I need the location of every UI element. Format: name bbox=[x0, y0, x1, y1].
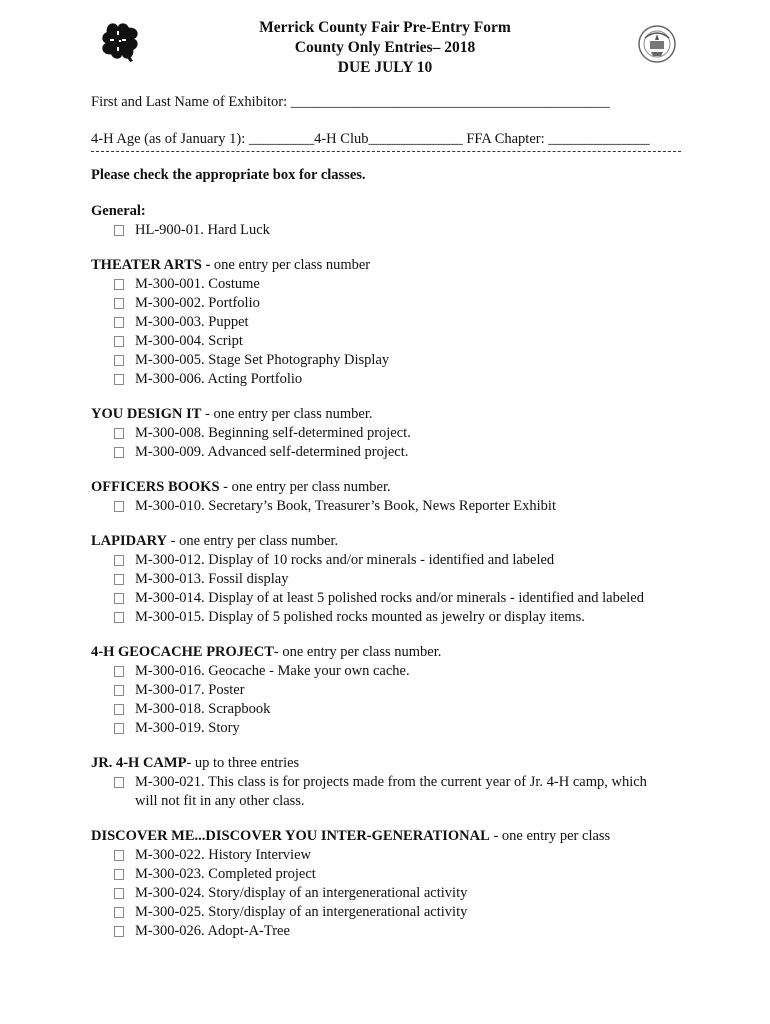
list-item[interactable] bbox=[91, 370, 691, 389]
list-item[interactable] bbox=[91, 846, 691, 865]
item-label: M-300-003. Puppet bbox=[135, 314, 249, 330]
item-label: M-300-006. Acting Portfolio bbox=[135, 371, 303, 387]
section-officers-books bbox=[91, 478, 691, 516]
section-title: OFFICERS BOOKS bbox=[91, 479, 220, 495]
list-item[interactable] bbox=[91, 443, 691, 462]
list-item[interactable] bbox=[91, 608, 691, 627]
checkbox-icon[interactable] bbox=[114, 704, 124, 715]
list-item[interactable] bbox=[91, 570, 691, 589]
section-you-design-it bbox=[91, 405, 691, 462]
list-item[interactable] bbox=[91, 700, 691, 719]
checkbox-icon[interactable] bbox=[114, 869, 124, 880]
item-label: M-300-010. Secretary’s Book, Treasurer’s Book, News Reporter Exhibit bbox=[135, 498, 556, 514]
item-label: M-300-023. Completed project bbox=[135, 866, 316, 882]
list-item[interactable] bbox=[91, 313, 691, 332]
section-title: General: bbox=[91, 203, 146, 219]
list-item[interactable] bbox=[91, 551, 691, 570]
section-title: LAPIDARY bbox=[91, 533, 168, 549]
list-item[interactable] bbox=[91, 865, 691, 884]
item-label: M-300-013. Fossil display bbox=[135, 571, 289, 587]
checkbox-icon[interactable] bbox=[114, 374, 124, 385]
section-note: - one entry per class bbox=[489, 828, 611, 844]
list-item[interactable] bbox=[91, 497, 691, 516]
item-label: M-300-008. Beginning self-determined project. bbox=[135, 425, 411, 441]
list-item[interactable] bbox=[91, 351, 691, 370]
section-note: - up to three entries bbox=[186, 755, 300, 771]
list-item[interactable] bbox=[91, 221, 691, 240]
section-note: one entry per class number bbox=[210, 257, 371, 273]
item-label: HL-900-01. Hard Luck bbox=[135, 222, 270, 238]
checkbox-icon[interactable] bbox=[114, 612, 124, 623]
list-item[interactable] bbox=[91, 275, 691, 294]
checkbox-icon[interactable] bbox=[114, 907, 124, 918]
checkbox-icon[interactable] bbox=[114, 574, 124, 585]
section-title: YOU DESIGN IT bbox=[91, 406, 202, 422]
item-label: M-300-016. Geocache - Make your own cache. bbox=[135, 663, 410, 679]
item-label: M-300-021. This class is for projects made from the current year of Jr. 4-H camp, which will not fit in any other class. bbox=[135, 774, 647, 809]
item-label: M-300-017. Poster bbox=[135, 682, 245, 698]
checkbox-icon[interactable] bbox=[114, 336, 124, 347]
list-item[interactable] bbox=[91, 773, 691, 811]
dashed-divider bbox=[91, 151, 681, 152]
section-geocache bbox=[91, 643, 691, 738]
section-discover-me bbox=[91, 827, 691, 941]
item-label: M-300-009. Advanced self-determined project. bbox=[135, 444, 409, 460]
checkbox-icon[interactable] bbox=[114, 685, 124, 696]
item-label: M-300-004. Script bbox=[135, 333, 243, 349]
item-label: M-300-022. History Interview bbox=[135, 847, 311, 863]
item-label: M-300-002. Portfolio bbox=[135, 295, 260, 311]
list-item[interactable] bbox=[91, 903, 691, 922]
checkbox-icon[interactable] bbox=[114, 279, 124, 290]
section-title: THEATER ARTS - bbox=[91, 257, 211, 273]
section-title: 4-H GEOCACHE PROJECT bbox=[91, 644, 274, 660]
form-due-date: DUE JULY 10 bbox=[337, 59, 433, 76]
section-theater-arts bbox=[91, 256, 691, 389]
list-item[interactable] bbox=[91, 922, 691, 941]
list-item[interactable] bbox=[91, 294, 691, 313]
item-label: M-300-001. Costume bbox=[135, 276, 260, 292]
section-note: - one entry per class number. bbox=[167, 533, 339, 549]
item-label: M-300-024. Story/display of an intergenerational activity bbox=[135, 885, 468, 901]
list-item[interactable] bbox=[91, 884, 691, 903]
section-note: - one entry per class number. bbox=[219, 479, 391, 495]
checkbox-icon[interactable] bbox=[114, 225, 124, 236]
list-item[interactable] bbox=[91, 681, 691, 700]
form-header bbox=[0, 18, 770, 78]
form-subtitle: County Only Entries– 2018 bbox=[294, 39, 476, 56]
checkbox-icon[interactable] bbox=[114, 850, 124, 861]
instruction-text: Please check the appropriate box for classes. bbox=[91, 167, 366, 183]
checkbox-icon[interactable] bbox=[114, 777, 124, 788]
item-label: M-300-012. Display of 10 rocks and/or minerals - identified and labeled bbox=[135, 552, 555, 568]
list-item[interactable] bbox=[91, 719, 691, 738]
item-label: M-300-005. Stage Set Photography Display bbox=[135, 352, 390, 368]
checkbox-icon[interactable] bbox=[114, 888, 124, 899]
section-note: - one entry per class number. bbox=[273, 644, 442, 660]
item-label: M-300-025. Story/display of an intergenerational activity bbox=[135, 904, 468, 920]
class-sections bbox=[91, 202, 691, 957]
checkbox-icon[interactable] bbox=[114, 555, 124, 566]
checkbox-icon[interactable] bbox=[114, 593, 124, 604]
item-label: M-300-018. Scrapbook bbox=[135, 701, 271, 717]
list-item[interactable] bbox=[91, 589, 691, 608]
section-general bbox=[91, 202, 691, 240]
item-label: M-300-019. Story bbox=[135, 720, 240, 736]
section-note: - one entry per class number. bbox=[201, 406, 373, 422]
item-label: M-300-014. Display of at least 5 polished rocks and/or minerals - identified and labeled bbox=[135, 590, 644, 606]
list-item[interactable] bbox=[91, 332, 691, 351]
checkbox-icon[interactable] bbox=[114, 926, 124, 937]
form-title: Merrick County Fair Pre-Entry Form bbox=[259, 19, 511, 36]
item-label: M-300-015. Display of 5 polished rocks mounted as jewelry or display items. bbox=[135, 609, 585, 625]
checkbox-icon[interactable] bbox=[114, 501, 124, 512]
section-title: JR. 4-H CAMP bbox=[91, 755, 187, 771]
checkbox-icon[interactable] bbox=[114, 355, 124, 366]
checkbox-icon[interactable] bbox=[114, 317, 124, 328]
list-item[interactable] bbox=[91, 424, 691, 443]
checkbox-icon[interactable] bbox=[114, 447, 124, 458]
section-title: DISCOVER ME...DISCOVER YOU INTER-GENERATIONAL bbox=[91, 828, 490, 844]
exhibitor-name-field[interactable]: First and Last Name of Exhibitor: ____________________________________________ bbox=[91, 94, 610, 110]
age-club-chapter-field[interactable]: 4-H Age (as of January 1): _________4-H Club_____________ FFA Chapter: ______________ bbox=[91, 131, 650, 147]
section-lapidary bbox=[91, 532, 691, 627]
list-item[interactable] bbox=[91, 662, 691, 681]
checkbox-icon[interactable] bbox=[114, 723, 124, 734]
checkbox-icon[interactable] bbox=[114, 666, 124, 677]
section-jr-camp bbox=[91, 754, 691, 811]
checkbox-icon[interactable] bbox=[114, 298, 124, 309]
item-label: M-300-026. Adopt-A-Tree bbox=[135, 923, 290, 939]
checkbox-icon[interactable] bbox=[114, 428, 124, 439]
